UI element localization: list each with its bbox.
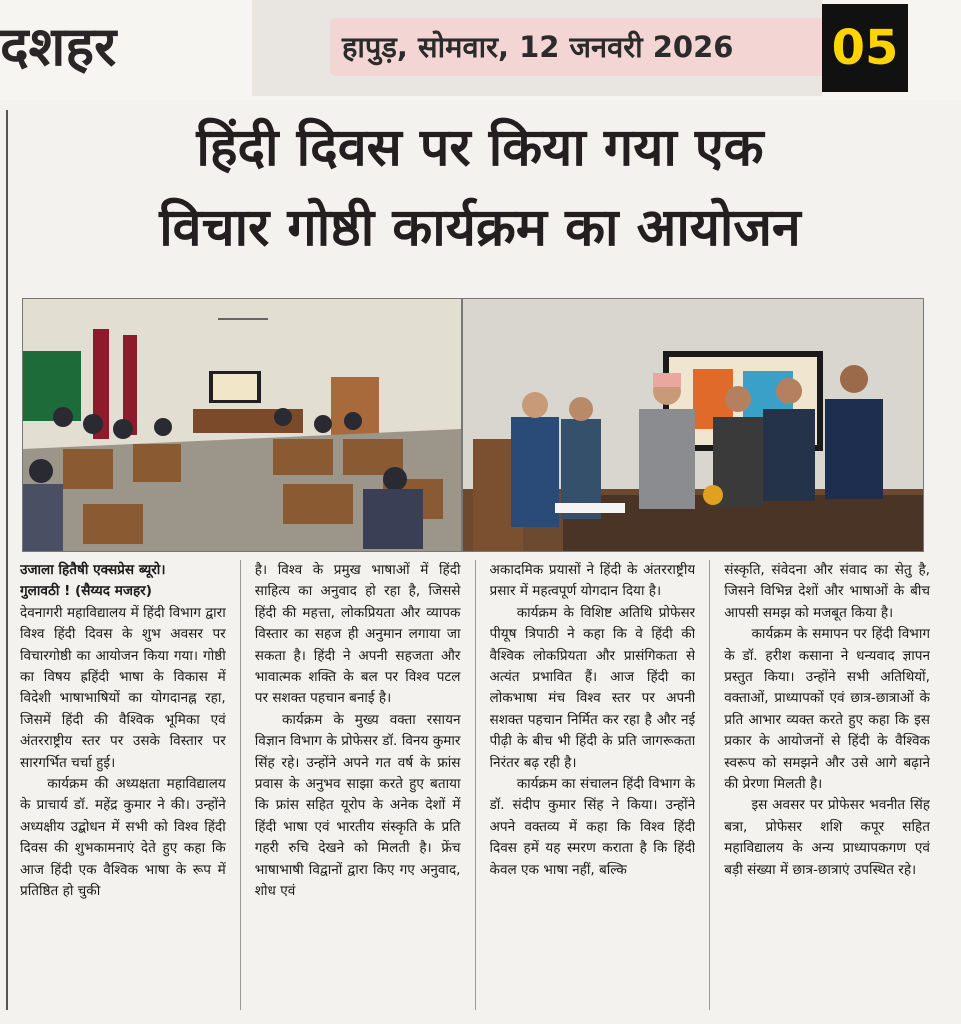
byline-place-reporter: गुलावठी ! (सैय्यद मजहर) <box>20 583 152 600</box>
article-paragraph: कार्यक्रम का संचालन हिंदी विभाग के डॉ. संदीप कुमार सिंह ने किया। उन्होंने अपने वक्तव्य में कहा कि विश्व हिंदी दिवस हमें यह स्मरण कराता है कि हिंदी केवल एक भाषा नहीं, बल्कि <box>489 776 696 878</box>
headline-line-2: विचार गोष्ठी कार्यक्रम का आयोजन <box>159 197 801 258</box>
seminar-hall-illustration <box>23 299 461 551</box>
article-paragraph: कार्यक्रम के मुख्य वक्ता रसायन विज्ञान विभाग के प्रोफेसर डॉ. विनय कुमार सिंह रहे। उन्होंने अपने गत वर्ष के फ्रांस प्रवास के अनुभव साझा करते हुए बताया कि फ्रांस सहित यूरोप के अनेक देशों में हिंदी भाषा एवं भारतीय संस्कृति के प्रति गहरी रुचि देखने को मिलती है। फ्रेंच भाषाभाषी विद्वानों द्वारा किए गए अनुवाद, शोध एवं <box>254 711 461 900</box>
article-column-3 <box>490 560 696 1010</box>
byline-bureau: उजाला हितैषी एक्सप्रेस ब्यूरो। <box>20 562 166 578</box>
article-paragraph: कार्यक्रम की अध्यक्षता महाविद्यालय के प्राचार्य डॉ. महेंद्र कुमार ने की। उन्होंने अध्यक्षीय उद्बोधन में सभी को विश्व हिंदी दिवस की शुभकामनाएं देते हुए कहा कि आज हिंदी एक वैश्विक भाषा के रूप में प्रतिष्ठित हो चुकी <box>20 776 226 900</box>
column-divider <box>709 560 710 1010</box>
article-paragraph: देवनागरी महाविद्यालय में हिंदी विभाग द्वारा विश्व हिंदी दिवस के शुभ अवसर पर विचारगोष्ठी का आयोजन किया गया। गोष्ठी का विषय ह्रहिंदी भाषा के विकास में विदेशी भाषाभाषियों का योगदानह्न रहा, जिसमें हिंदी की वैश्विक भूमिका एवं अंतरराष्ट्रीय स्तर पर उसके विस्तार पर सारगर्भित चर्चा हुई। <box>20 604 226 771</box>
article-body <box>20 560 930 1010</box>
article-paragraph: कार्यक्रम के विशिष्ट अतिथि प्रोफेसर पीयूष त्रिपाठी ने कहा कि वे हिंदी की वैश्विक लोकप्रियता और प्रासंगिकता से अत्यंत प्रभावित हैं। आज हिंदी का लोकभाषा मंच विश्व स्तर पर अपनी सशक्त पहचान निर्मित कर रहा है और नई पीढ़ी के बीच भी हिंदी के प्रति जागरूकता निरंतर बढ़ रही है। <box>489 604 696 771</box>
column-divider <box>475 560 476 1010</box>
dateline: हापुड़, सोमवार, 12 जनवरी 2026 <box>342 30 734 64</box>
guests-on-stage-photo <box>462 298 924 552</box>
article-paragraph: इस अवसर पर प्रोफेसर भवनीत सिंह बत्रा, प्रोफेसर शशि कपूर सहित महाविद्यालय के अन्य प्राध्यापकगण एवं बड़ी संख्या में छात्र-छात्राएं उपस्थित रहे। <box>724 797 930 878</box>
stage-guests-illustration <box>463 299 923 551</box>
masthead <box>0 0 961 100</box>
article-column-2 <box>255 560 461 1010</box>
column-divider <box>240 560 241 1010</box>
article-column-1 <box>20 560 226 1010</box>
headline <box>20 108 940 268</box>
article-paragraph: कार्यक्रम के समापन पर हिंदी विभाग के डॉ. हरीश कसाना ने धन्यवाद ज्ञापन प्रस्तुत किया। उन्होंने सभी अतिथियों, वक्ताओं, प्राध्यापकों एवं छात्र-छात्राओं के प्रति आभार व्यक्त करते हुए कहा कि इस प्रकार के आयोजनों से हिंदी के वैश्विक स्वरूप को समझने और उसे आगे बढ़ाने की प्रेरणा मिलती है। <box>724 626 930 793</box>
article-paragraph: संस्कृति, संवेदना और संवाद का सेतु है, जिसने विभिन्न देशों और भाषाओं के बीच आपसी समझ को मजबूत किया है। <box>724 562 930 621</box>
page-number-badge: 05 <box>822 4 908 92</box>
seminar-hall-audience-photo <box>22 298 462 552</box>
article-paragraph: अकादमिक प्रयासों ने हिंदी के अंतरराष्ट्रीय प्रसार में महत्वपूर्ण योगदान दिया है। <box>489 562 696 600</box>
article-paragraph: है। विश्व के प्रमुख भाषाओं में हिंदी साहित्य का अनुवाद हो रहा है, जिससे हिंदी की महत्ता, लोकप्रियता और व्यापक विस्तार का सहज ही अनुमान लगाया जा सकता है। हिंदी ने अपनी सहजता और भावात्मक शक्ति के बल पर विश्व पटल पर सशक्त पहचान बनाई है। <box>254 562 461 707</box>
byline <box>20 560 226 603</box>
headline-line-1: हिंदी दिवस पर किया गया एक <box>196 117 764 178</box>
left-column-rule <box>6 110 8 1010</box>
city-name: दशहर <box>0 14 117 78</box>
article-column-4 <box>724 560 930 1010</box>
